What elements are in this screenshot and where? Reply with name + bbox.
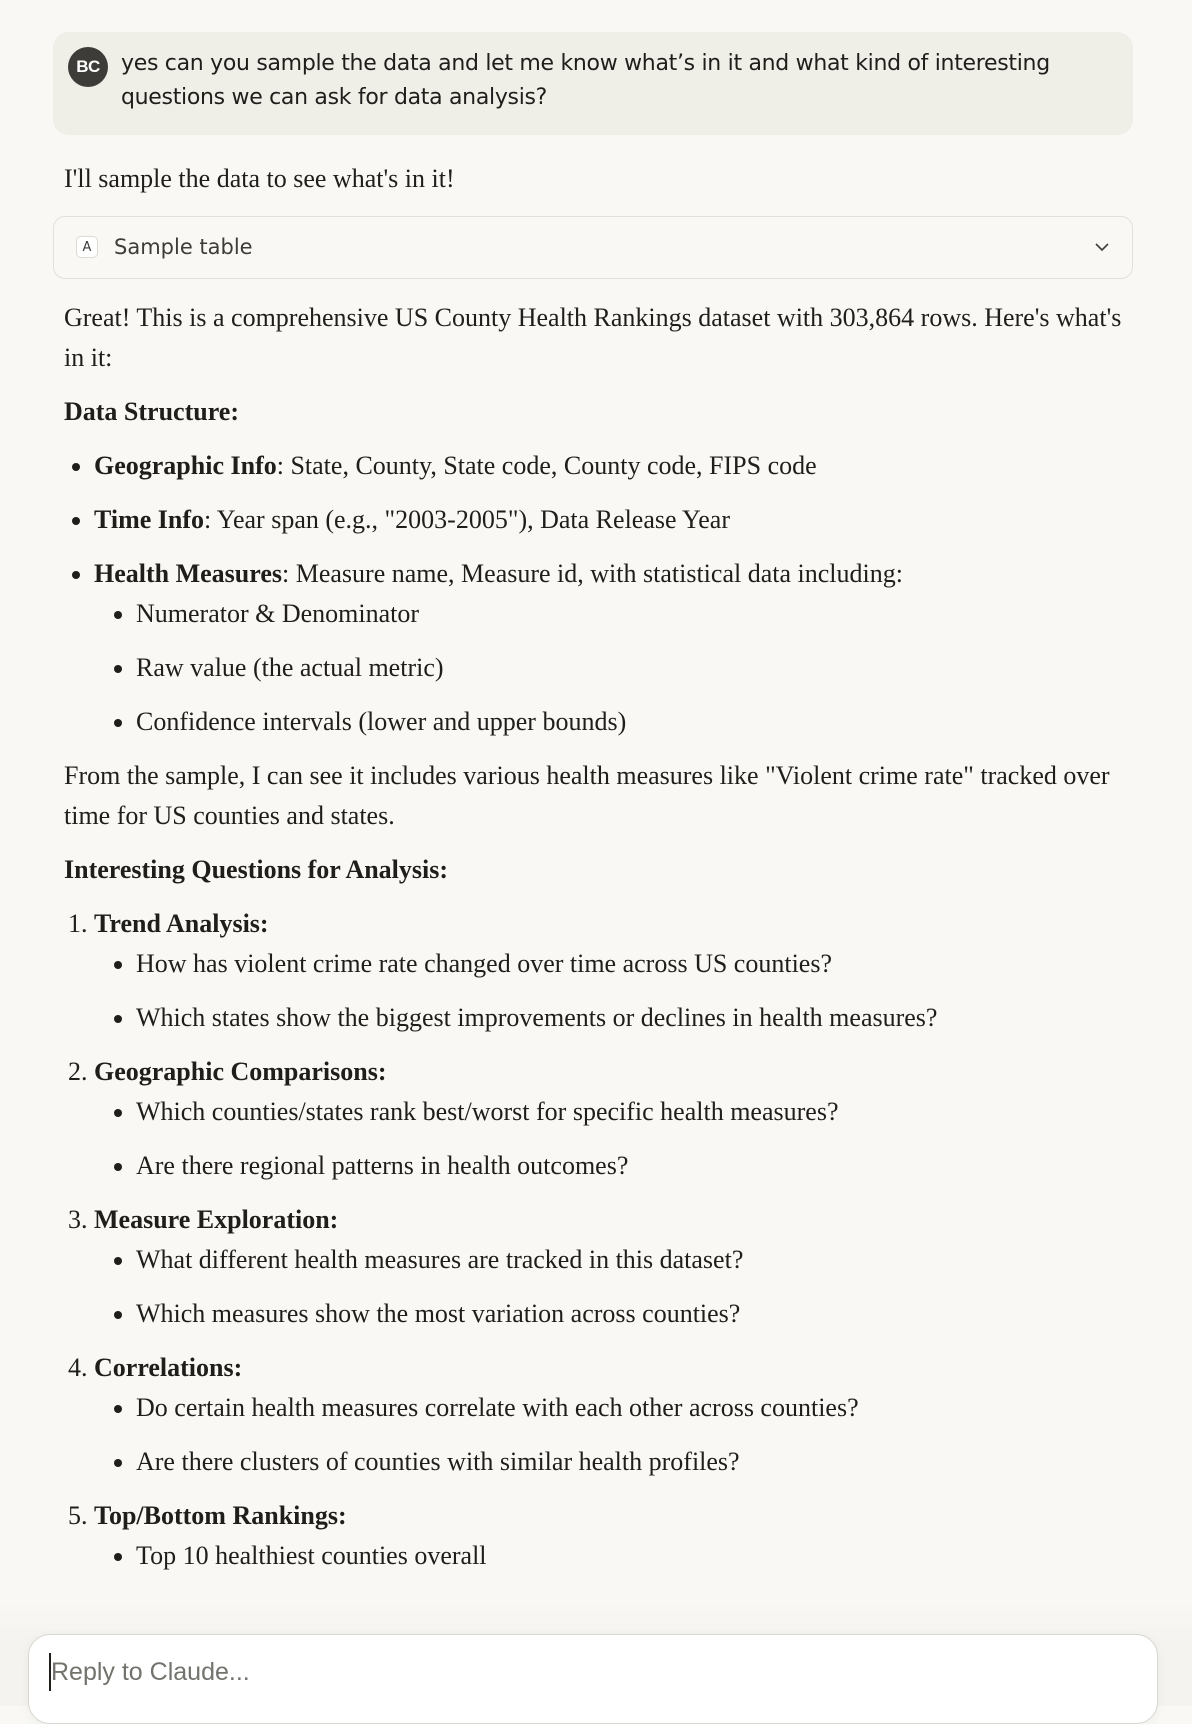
list-item [94, 500, 1124, 540]
question-item: • Which measures show the most variation across counties? [136, 1294, 1124, 1334]
question-group-title: Measure Exploration: [94, 1205, 339, 1234]
item-text: : Measure name, Measure id, with statistical data including: [282, 559, 903, 588]
question-item: • Do certain health measures correlate with each other across counties? [136, 1388, 1124, 1428]
sub-list [94, 1240, 1124, 1334]
tool-icon: A [76, 236, 98, 258]
list-item [94, 554, 1124, 742]
reply-input[interactable] [49, 1653, 1133, 1691]
sub-list [94, 1388, 1124, 1482]
sub-list-item: • Raw value (the actual metric) [136, 648, 1124, 688]
question-group-title: Top/Bottom Rankings: [94, 1501, 347, 1530]
question-item: • What different health measures are tracked in this dataset? [136, 1240, 1124, 1280]
sample-table-tool-call[interactable] [53, 216, 1133, 279]
data-structure-list [64, 446, 1124, 742]
item-label: Health Measures [94, 559, 282, 588]
tool-call-label: Sample table [114, 235, 253, 259]
assistant-intro: I'll sample the data to see what's in it! [64, 164, 455, 193]
sub-list-item: • Confidence intervals (lower and upper bounds) [136, 702, 1124, 742]
question-group [94, 1496, 1124, 1576]
data-structure-heading: Data Structure: [64, 397, 239, 426]
item-label: Time Info [94, 505, 205, 534]
sample-note-paragraph: From the sample, I can see it includes various health measures like "Violent crime rate" tracked over time for US counties and states. [64, 761, 1110, 830]
reply-composer[interactable] [28, 1634, 1158, 1724]
question-group [94, 1348, 1124, 1482]
question-group [94, 1052, 1124, 1186]
sub-list [94, 944, 1124, 1038]
question-group [94, 1200, 1124, 1334]
item-text: : Year span (e.g., "2003-2005"), Data Release Year [204, 505, 730, 534]
question-item: • Top 10 healthiest counties overall [136, 1536, 1124, 1576]
question-item: • How has violent crime rate changed over time across US counties? [136, 944, 1124, 984]
summary-paragraph: Great! This is a comprehensive US County Health Rankings dataset with 303,864 rows. Here's what's in it: [64, 303, 1122, 372]
question-item: • Are there regional patterns in health outcomes? [136, 1146, 1124, 1186]
item-text: : State, County, State code, County code, FIPS code [276, 451, 817, 480]
question-group-title: Trend Analysis: [94, 909, 269, 938]
sub-list [94, 1536, 1124, 1576]
sub-list [94, 1092, 1124, 1186]
questions-heading: Interesting Questions for Analysis: [64, 855, 449, 884]
question-group [94, 904, 1124, 1038]
sub-list-item: • Numerator & Denominator [136, 594, 1124, 634]
sub-list [94, 594, 1124, 742]
user-message [53, 32, 1133, 135]
question-group-title: Correlations: [94, 1353, 243, 1382]
question-group-title: Geographic Comparisons: [94, 1057, 387, 1086]
user-avatar: BC [68, 47, 108, 87]
questions-list [64, 904, 1124, 1576]
assistant-response [64, 298, 1124, 1590]
chevron-down-icon[interactable] [1092, 237, 1112, 257]
list-item [94, 446, 1124, 486]
question-item: • Which counties/states rank best/worst for specific health measures? [136, 1092, 1124, 1132]
user-message-text: yes can you sample the data and let me know what’s in it and what kind of interesting questions we can ask for data analysis? [121, 51, 1050, 110]
item-label: Geographic Info [94, 451, 277, 480]
question-item: • Which states show the biggest improvements or declines in health measures? [136, 998, 1124, 1038]
question-item: • Are there clusters of counties with similar health profiles? [136, 1442, 1124, 1482]
